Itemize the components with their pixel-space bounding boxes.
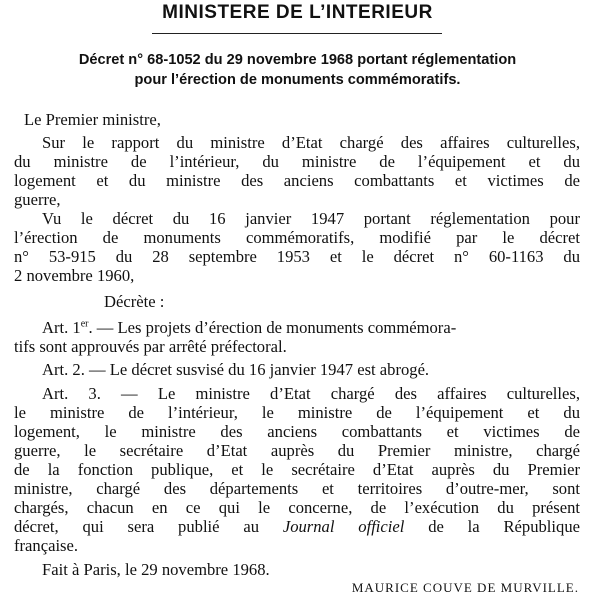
article-3-text: de la République <box>404 517 580 536</box>
article-2-line: Art. 2. — Le décret susvisé du 16 janvier 1947 est abrogé. <box>42 360 430 379</box>
article-3-line: guerre, le secrétaire d’Etat auprès du Premier ministre, chargé <box>14 441 580 460</box>
article-1-label: Art. 1 <box>42 318 81 337</box>
article-3-line: logement, le ministre des anciens combattants et victimes de <box>14 422 580 441</box>
article-3-text: décret, qui sera publié au <box>14 517 283 536</box>
article-3-line: le ministre de l’intérieur, le ministre de l’équipement et du <box>14 403 580 422</box>
considering-line: 2 novembre 1960, <box>14 266 135 285</box>
heading-divider <box>152 33 442 34</box>
decree-title <box>0 50 595 90</box>
considering-line: l’érection de monuments commémoratifs, modifié par le décret <box>14 228 580 247</box>
article-1-line: tifs sont approuvés par arrêté préfectoral. <box>14 337 287 356</box>
considering-line: n° 53-915 du 28 septembre 1953 et le décret n° 60-1163 du <box>14 247 580 266</box>
author-line: Le Premier ministre, <box>24 110 161 129</box>
article-1-superscript: er <box>80 318 89 330</box>
article-3-line: de la fonction publique, et le secrétaire d’Etat auprès du Premier <box>14 460 580 479</box>
article-3-line: Art. 3. — Le ministre d’Etat chargé des affaires culturelles, <box>42 384 580 403</box>
article-1-text: . — Les projets d’érection de monuments commémora- <box>88 318 457 337</box>
article-3-line: française. <box>14 536 79 555</box>
article-3-line: ministre, chargé des départements et territoires d’outre-mer, sont <box>14 479 580 498</box>
article-3-line <box>14 517 580 536</box>
place-date-line: Fait à Paris, le 29 novembre 1968. <box>42 560 270 579</box>
report-line: guerre, <box>14 190 61 209</box>
article-1-line <box>42 318 580 337</box>
journal-officiel-title: Journal officiel <box>282 517 405 536</box>
ministry-heading: MINISTERE DE L’INTERIEUR <box>162 2 433 23</box>
article-3-line: chargés, chacun en ce qui le concerne, de l’exécution du présent <box>14 498 580 517</box>
decrees-line: Décrète : <box>104 292 165 311</box>
report-line: du ministre de l’intérieur, du ministre de l’équipement et du <box>14 152 580 171</box>
signature: MAURICE COUVE DE MURVILLE. <box>351 580 579 595</box>
report-line: Sur le rapport du ministre d’Etat chargé des affaires culturelles, <box>42 133 580 152</box>
report-line: logement et du ministre des anciens combattants et victimes de <box>14 171 580 190</box>
decree-title-line: pour l’érection de monuments commémoratifs. <box>134 72 461 88</box>
decree-title-line: Décret n° 68-1052 du 29 novembre 1968 portant réglementation <box>78 52 517 68</box>
considering-line: Vu le décret du 16 janvier 1947 portant réglementation pour <box>42 209 580 228</box>
